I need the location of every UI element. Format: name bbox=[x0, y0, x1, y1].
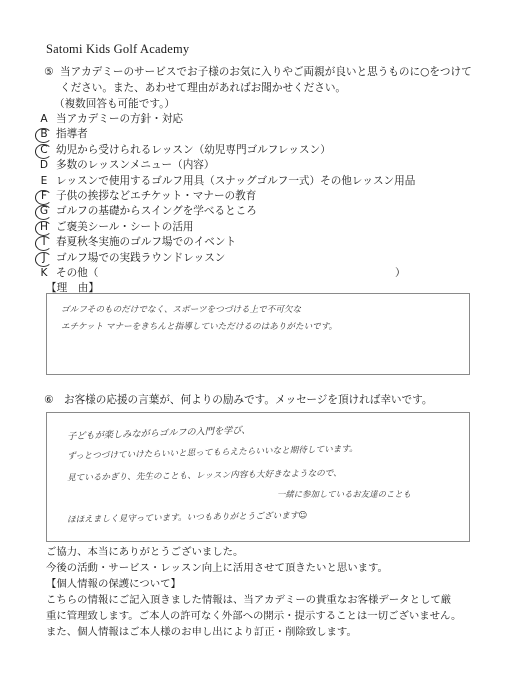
option-text: ゴルフ場での実践ラウンドレッスン bbox=[56, 251, 226, 264]
q5-line-1: 当アカデミーのサービスでお子様のお気に入りやご両親が良いと思うものに○をつけて bbox=[60, 66, 472, 78]
option-text: ゴルフの基礎からスイングを学べるところ bbox=[56, 205, 257, 218]
privacy-title: 【個人情報の保護について】 bbox=[46, 578, 181, 590]
option-letter: J bbox=[42, 251, 46, 264]
privacy-line-2: 重に管理致します。ご本人の許可なく外部への開示・提示することは一切ございません。 bbox=[46, 610, 462, 622]
option-row bbox=[37, 174, 477, 189]
option-text: 指導者 bbox=[56, 128, 88, 141]
handdrawn-circle-mark bbox=[35, 252, 52, 267]
message-box bbox=[46, 412, 470, 542]
option-letter: E bbox=[40, 174, 48, 187]
reason-handwriting-line-2: エチケット マナーをきちんと指導していただけるのはありがたいです。 bbox=[61, 322, 338, 332]
option-row bbox=[37, 235, 477, 250]
option-text: 多数のレッスンメニュー（内容） bbox=[56, 159, 215, 172]
option-text: 幼児から受けられるレッスン（幼児専門ゴルフレッスン） bbox=[56, 143, 331, 156]
message-handwriting-line-4: 一緒に参加しているお友達のことも bbox=[277, 489, 411, 499]
option-row bbox=[37, 158, 477, 173]
other-close-paren: ） bbox=[395, 267, 406, 279]
q5-line-3: （複数回答も可能です。） bbox=[54, 98, 175, 110]
usage-text: 今後の活動・サービス・レッスン向上に活用させて頂きたいと思います。 bbox=[46, 562, 388, 574]
option-text: ご褒美シール・シートの活用 bbox=[56, 220, 194, 233]
option-text: 子供の挨拶などエチケット・マナーの教育 bbox=[56, 190, 257, 202]
option-letter: F bbox=[40, 190, 48, 202]
reason-box bbox=[46, 293, 470, 375]
option-letter: H bbox=[40, 220, 48, 233]
option-row bbox=[37, 112, 477, 127]
option-text: 当アカデミーの方針・対応 bbox=[56, 113, 184, 125]
option-row bbox=[37, 220, 477, 235]
privacy-line-1: こちらの情報にご記入頂きました情報は、当アカデミーの貴重なお客様データとして厳 bbox=[46, 594, 452, 606]
q6-number: ⑥ bbox=[44, 394, 54, 406]
option-letter: I bbox=[42, 236, 46, 249]
privacy-line-3: また、個人情報はご本人様のお申し出により訂正・削除致します。 bbox=[46, 626, 357, 638]
message-handwriting-line-5: ほほえましく見守っています。いつもありがとうございます☺ bbox=[66, 510, 308, 526]
q6-text: お客様の応援の言葉が、何よりの励みです。メッセージを頂ければ幸いです。 bbox=[64, 394, 433, 406]
option-letter: A bbox=[40, 113, 48, 125]
option-row bbox=[37, 251, 477, 266]
reason-label: 【理 由】 bbox=[46, 282, 99, 294]
option-letter: C bbox=[40, 143, 48, 156]
option-text: 春夏秋冬実施のゴルフ場でのイベント bbox=[56, 236, 237, 249]
option-text: レッスンで使用するゴルフ用具（スナッグゴルフ一式）その他レッスン用品 bbox=[56, 174, 416, 187]
option-row bbox=[37, 204, 477, 219]
handdrawn-circle-mark bbox=[35, 190, 52, 205]
message-handwriting-line-1: 子どもが楽しみながらゴルフの入門を学び、 bbox=[66, 424, 251, 443]
academy-header: Satomi Kids Golf Academy bbox=[46, 42, 190, 56]
option-letter: K bbox=[40, 267, 48, 279]
handdrawn-circle-mark bbox=[35, 221, 52, 236]
q5-line-2: ください。また、あわせて理由があればお聞かせください。 bbox=[60, 82, 347, 94]
option-row bbox=[37, 189, 477, 204]
option-letter: B bbox=[40, 128, 48, 141]
message-handwriting-line-2: ずっとつづけていけたらいいと思ってもらえたらいいなと期待しています。 bbox=[66, 444, 358, 462]
option-row bbox=[37, 127, 477, 142]
thanks-text: ご協力、本当にありがとうございました。 bbox=[46, 546, 244, 558]
reason-handwriting-line-1: ゴルフそのものだけでなく、スポーツをつづける上で不可欠な bbox=[61, 305, 302, 315]
option-row bbox=[37, 266, 477, 281]
message-handwriting-line-3: 見ているかぎり、先生のことも、レッスン内容も大好きなようなので、 bbox=[66, 468, 342, 484]
option-text: その他（ bbox=[56, 267, 99, 279]
handdrawn-circle-mark bbox=[35, 144, 52, 159]
options-list bbox=[37, 112, 477, 282]
option-row bbox=[37, 143, 477, 158]
option-letter: D bbox=[39, 159, 49, 172]
q5-number: ⑤ bbox=[44, 66, 54, 78]
option-letter: G bbox=[39, 205, 49, 218]
